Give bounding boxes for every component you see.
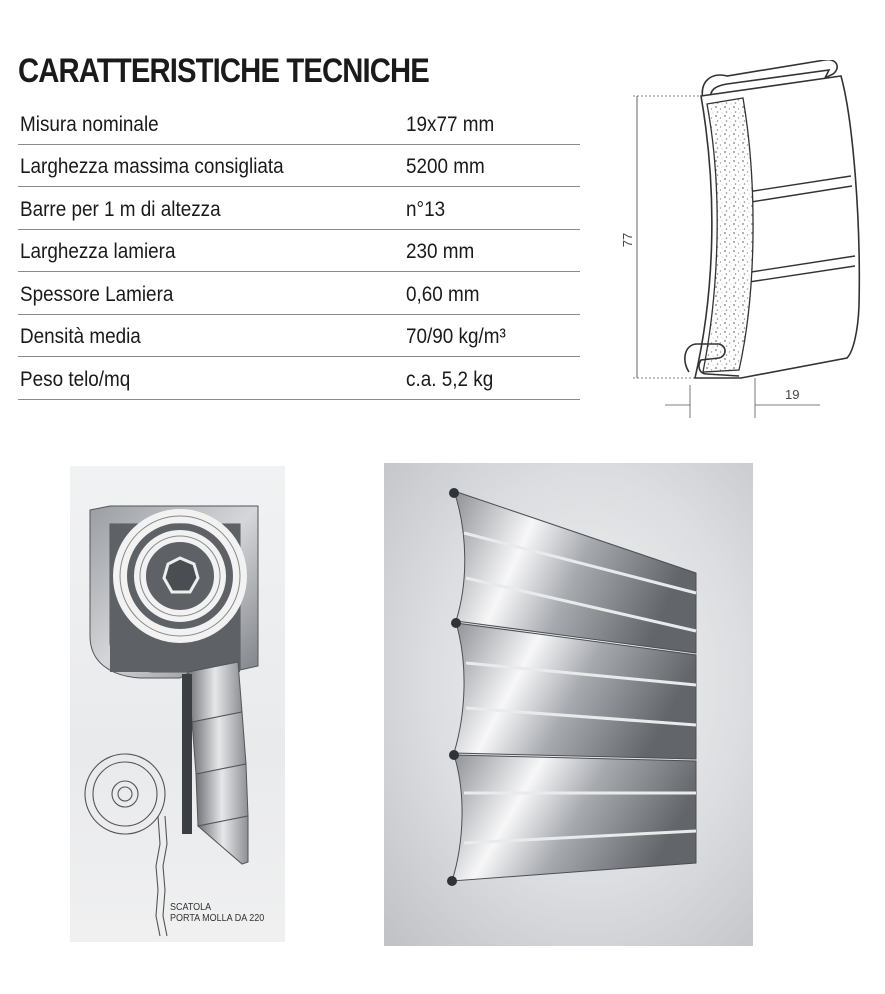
spec-value: 0,60 mm [406, 282, 480, 306]
spec-row [18, 272, 580, 315]
spec-label: Spessore Lamiera [20, 282, 174, 306]
spec-row [18, 230, 580, 273]
spec-value: n°13 [406, 197, 446, 221]
spec-table [18, 102, 580, 400]
slat-curtain-image [384, 463, 753, 946]
spec-value: 70/90 kg/m³ [406, 325, 506, 348]
height-dimension-label: 77 [620, 232, 635, 248]
spec-label: Misura nominale [20, 112, 159, 136]
spec-value: 230 mm [406, 240, 475, 263]
spec-label: Larghezza massima consigliata [20, 155, 284, 178]
spec-value: 19x77 mm [406, 112, 495, 136]
spec-value: 5200 mm [406, 155, 485, 178]
spec-row [18, 315, 580, 358]
spec-row [18, 357, 580, 400]
slat-profile-diagram [615, 60, 875, 425]
spec-value: c.a. 5,2 kg [406, 367, 494, 391]
box-caption-line: PORTA MOLLA DA 220 [170, 913, 265, 924]
box-caption-line: SCATOLA [170, 902, 212, 913]
box-caption [170, 902, 264, 924]
spec-label: Densità media [20, 325, 141, 348]
spec-row [18, 102, 580, 145]
slat-curtain-illustration [384, 463, 753, 946]
spec-label: Barre per 1 m di altezza [20, 197, 221, 221]
width-dimension-label: 19 [785, 387, 800, 402]
roller-box-image [70, 466, 285, 942]
spec-row [18, 145, 580, 188]
spec-label: Larghezza lamiera [20, 240, 176, 263]
spec-row [18, 187, 580, 230]
roller-box-illustration [70, 466, 285, 942]
spec-label: Peso telo/mq [20, 367, 131, 391]
page-title: CARATTERISTICHE TECNICHE [18, 52, 429, 90]
